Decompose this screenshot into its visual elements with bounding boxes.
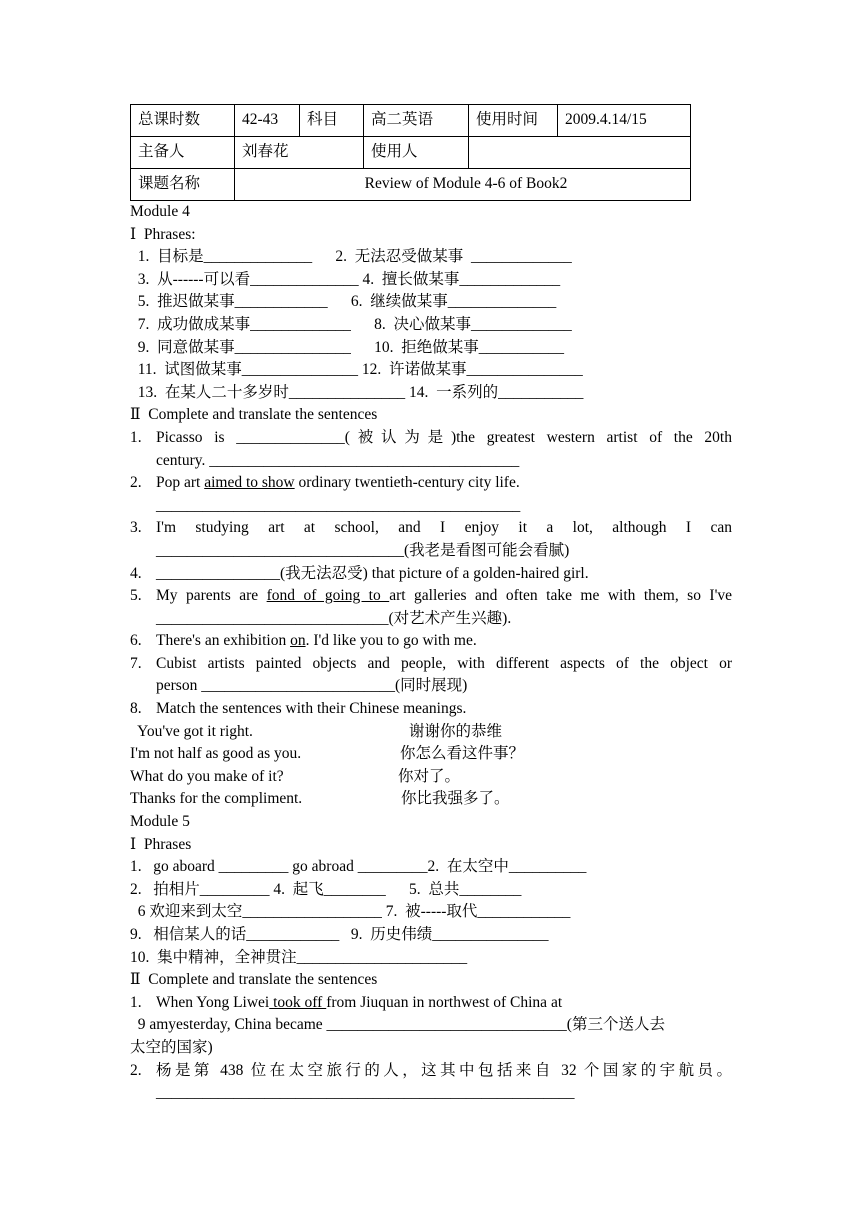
info-row-1 [131,105,691,137]
sentence-text: Match the sentences with their Chinese meanings. [156,700,467,718]
sentence-text: 杨是第 438 位在太空旅行的人，这其中包括来自 32 个国家的宇航员。 [156,1061,732,1079]
value-subject: 高二英语 [364,105,469,137]
m5-sentences-heading: Ⅱ Complete and translate the sentences [130,971,378,989]
value-date: 2009.4.14/15 [558,105,691,137]
m4-phrase-line: 7. 成功做成某事_____________ 8. 决心做某事_____________ [130,315,572,333]
sentence-text: from Jiuquan in northwest of China at [326,993,563,1011]
m4-sentence-5 [130,585,732,630]
m4-phrase-line: 3. 从------可以看______________ 4. 擅长做某事_____________ [130,270,561,288]
sentence-text: Cubist artists painted objects and people, with different aspects of the object or [156,654,732,672]
label-date: 使用时间 [469,105,558,137]
sentence-text: . I'd like you to go with me. [305,632,477,650]
value-topic: Review of Module 4-6 of Book2 [235,169,691,201]
item-number: 4. [130,564,142,582]
info-row-2 [131,137,691,169]
item-number: 1. [130,993,142,1011]
m4-phrase-line: 1. 目标是______________ 2. 无法忍受做某事 _____________ [130,248,572,266]
sentence-text: My parents are [156,587,267,605]
underlined-phrase: took off [269,993,327,1011]
module-5-title: Module 5 [130,813,190,831]
m4-sentences-heading: Ⅱ Complete and translate the sentences [130,406,378,424]
match-row [130,743,732,766]
item-number: 1. [130,428,142,446]
match-english: I'm not half as good as you. [130,745,302,763]
underlined-phrase: on [290,632,306,650]
item-number: 7. [130,654,142,672]
m4-sentence-2 [130,472,732,517]
label-total-hours: 总课时数 [131,105,235,137]
m4-phrase-line: 5. 推迟做某事____________ 6. 继续做某事______________ [130,293,557,311]
item-number: 5. [130,587,142,605]
m4-sentence-4 [130,563,732,586]
answer-blank: person _________________________(同时展现) [156,677,468,695]
m5-phrase-line: 10. 集中精神，全神贯注______________________ [130,948,468,966]
label-topic: 课题名称 [131,169,235,201]
m4-sentence-1 [130,427,732,472]
value-preparer: 刘春花 [235,137,364,169]
match-list [130,721,732,811]
match-chinese: 谢谢你的恭维 [409,722,503,740]
m4-phrases-heading: Ⅰ Phrases: [130,225,196,243]
sentence-text: There's an exhibition [156,632,291,650]
sentence-text: Picasso is ______________(被认为是)the greatest western artist of the 20th [156,428,732,446]
m4-sentence-6 [130,630,732,653]
m5-sentence-1 [130,992,732,1015]
match-chinese: 你对了。 [398,767,461,785]
answer-blank: ______________________________(对艺术产生兴趣). [156,609,512,627]
item-number: 2. [130,474,142,492]
m5-phrase-line: 1. go aboard _________ go abroad _________2. 在太空中__________ [130,858,587,876]
m5-phrase-line: 6 欢迎来到太空__________________ 7. 被-----取代____________ [130,903,571,921]
match-chinese: 你比我强多了。 [401,790,510,808]
label-subject: 科目 [300,105,364,137]
answer-blank: century. ________________________________________ [156,451,520,469]
value-total-hours: 42-43 [235,105,300,137]
m4-sentence-3 [130,517,732,562]
m5-sentence-1-cont: 太空的国家) [130,1038,213,1056]
sentence-text: ordinary twentieth-century city life. [294,474,520,492]
match-english: What do you make of it? [130,767,284,785]
sentence-text: I'm studying art at school, and I enjoy it a lot, although I can [156,519,732,537]
item-number: 6. [130,632,142,650]
label-preparer: 主备人 [131,137,235,169]
item-number: 3. [130,519,142,537]
match-chinese: 你怎么看这件事？ [400,745,525,763]
label-user: 使用人 [364,137,469,169]
m4-phrase-line: 9. 同意做某事_______________ 10. 拒绝做某事___________ [130,338,565,356]
value-user [469,137,691,169]
module-4-title: Module 4 [130,203,190,220]
sentence-text: art galleries and often take me with them, so I've [389,587,733,605]
sentence-text: When Yong Liwei [156,993,270,1011]
info-row-3 [131,169,691,201]
match-row [130,721,732,744]
sentence-text: Pop art [156,474,205,492]
m5-phrase-line: 2. 拍相片_________ 4. 起飞________ 5. 总共________ [130,880,522,898]
m5-phrases-heading: Ⅰ Phrases [130,835,192,853]
match-english: You've got it right. [130,722,253,740]
m4-phrase-line: 11. 试图做某事_______________ 12. 许诺做某事_______________ [130,361,583,379]
match-english: Thanks for the compliment. [130,790,303,808]
item-number: 8. [130,700,142,718]
m5-sentence-2 [130,1060,732,1105]
info-table [130,104,691,201]
m5-sentence-1-cont: 9 amyesterday, China became _______________________________(第三个送人去 [130,1016,665,1034]
answer-blank: _______________________________________________ [156,496,521,514]
sentence-text: ________________(我无法忍受) that picture of a golden-haired girl. [156,564,589,582]
worksheet [130,104,732,1105]
match-row [130,788,732,811]
underlined-phrase: fond of going to [266,587,390,605]
m4-sentence-7 [130,653,732,698]
m5-phrase-line: 9. 相信某人的话____________ 9. 历史伟绩_______________ [130,926,549,943]
answer-blank: ______________________________________________________ [156,1084,575,1102]
m4-phrase-line: 13. 在某人二十多岁时_______________ 14. 一系列的___________ [130,383,584,401]
m4-sentence-8 [130,698,732,721]
item-number: 2. [130,1061,142,1079]
answer-blank: ________________________________(我老是看图可能会看腻) [156,541,570,559]
match-row [130,766,732,789]
underlined-phrase: aimed to show [204,474,295,492]
